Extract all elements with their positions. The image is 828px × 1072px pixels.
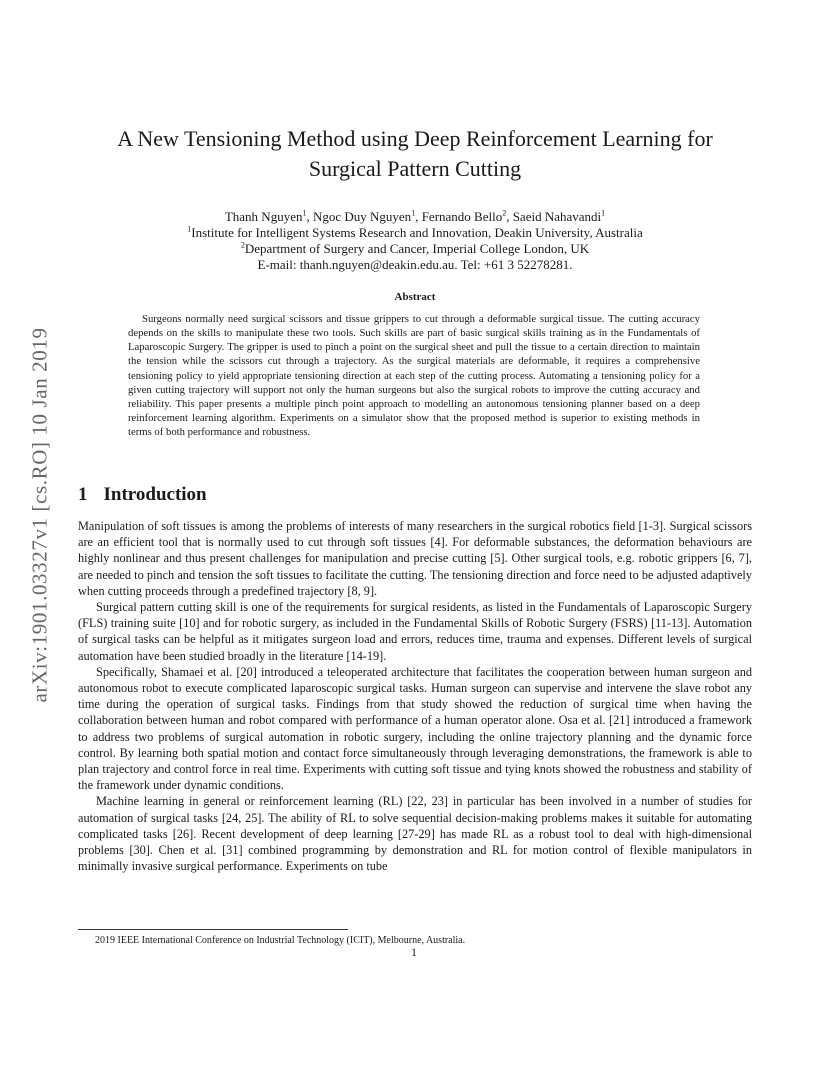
paragraph: Manipulation of soft tissues is among the problems of interests of many researchers in the surgical robotics field [1-3]. Surgical scissors are an efficient tool that is normally used to cut through soft tissues [4]. For deformable substances, the deformation behaviours are highly nonlinear and thus present challenges for manipulation and precise cutting [5]. Other surgical tools, e.g. robotic grippers [6, 7], are needed to pinch and tension the soft tissues to facilitate the cutting. The tensioning direction and force need to be adjusted adaptively when cutting proceeds through a predefined trajectory [8, 9]. xyxy=(78,519,752,598)
footnote-rule xyxy=(78,929,348,930)
author-list: Thanh Nguyen$^1$, Ngoc Duy Nguyen$^1$, Fernando Bello$^2$, Saeid Nahavandi$^1$ xyxy=(224,208,606,224)
author-name: Thanh Nguyen xyxy=(224,209,303,224)
author-affiliation-mark: 1 xyxy=(302,208,307,218)
affiliation-1 xyxy=(70,225,760,241)
arxiv-identifier xyxy=(18,270,62,760)
contact-line: E-mail: thanh.nguyen@deakin.edu.au. Tel: +61 3 52278281. xyxy=(257,257,573,272)
affiliation-mark: 1 xyxy=(187,224,192,234)
paragraph: Specifically, Shamaei et al. [20] introduced a teleoperated architecture that facilitates the cooperation between human surgeon and autonomous robot to execute complicated laparoscopic surgical tasks. Human surgeon can supervise and intervene the slave robot any time during the operation of surgical tasks. Findings from that study showed the reduction of surgical time when having the collaboration between human and robot compared with performance of a human operator alone. Osa et al. [21] introduced a framework to address two problems of surgical automation in robotic surgery, including the online trajectory planning and the dynamic force control. By learning both spatial motion and contact force simultaneously through leveraging demonstrations, the framework is able to plan trajectory and control force in real time. Experiments with cutting soft tissue and tying knots showed the robustness and stability of the framework under dynamic conditions. xyxy=(78,664,752,793)
affiliation-mark: 2 xyxy=(240,240,245,250)
author-affiliation-mark: 2 xyxy=(502,208,507,218)
abstract-heading: Abstract xyxy=(394,291,436,303)
author-affiliation-mark: 1 xyxy=(411,208,416,218)
page-number: 1 xyxy=(411,945,417,959)
affiliation-text: Institute for Intelligent Systems Research and Innovation, Deakin University, Australia xyxy=(191,225,643,240)
paper-title-line-1: A New Tensioning Method using Deep Reinforcement Learning for xyxy=(117,126,713,151)
affiliation-text: Department of Surgery and Cancer, Imperial College London, UK xyxy=(244,241,590,256)
arxiv-identifier-text: arXiv:1901.03327v1 [cs.RO] 10 Jan 2019 xyxy=(27,327,52,703)
author-block xyxy=(70,209,760,273)
footnote: 2019 IEEE International Conference on Industrial Technology (ICIT), Melbourne, Australia. xyxy=(95,935,466,946)
paragraph: Machine learning in general or reinforcement learning (RL) [22, 23] in particular has been involved in a number of studies for automation of surgical tasks [24, 25]. The ability of RL to solve sequential decision-making problems makes it suitable for automating complicated tasks [26]. Recent development of deep learning [27-29] has made RL as a robust tool to deal with high-dimensional problems [30]. Chen et al. [31] combined programming by demonstration and RL for motion control of flexible manipulators in minimally invasive surgical performance. Experiments on tube xyxy=(78,794,752,874)
section-heading xyxy=(78,484,207,506)
paper-title xyxy=(70,124,760,184)
paper-title-line-2: Surgical Pattern Cutting xyxy=(308,156,522,181)
section-title: Introduction xyxy=(103,484,207,505)
section-number: 1 xyxy=(78,484,88,505)
author-name: Fernando Bello xyxy=(421,209,503,224)
affiliation-2 xyxy=(70,241,760,257)
author-name: Ngoc Duy Nguyen xyxy=(312,209,412,224)
paragraph: Surgical pattern cutting skill is one of the requirements for surgical residents, as listed in the Fundamentals of Laparoscopic Surgery (FLS) training suite [10] and for robotic surgery, as included in the Fundamental Skills of Robotic Surgery (FSRS) [11-13]. Automation of surgical tasks can be helpful as it mitigates surgeon load and errors, reduces time, trauma and expenses. Different levels of surgical automation have been studied broadly in the literature [14-19]. xyxy=(78,600,752,663)
author-name: Saeid Nahavandi xyxy=(512,209,602,224)
abstract-text: Surgeons normally need surgical scissors and tissue grippers to cut through a deformable surgical tissue. The cutting accuracy depends on the skills to manipulate these two tools. Such skills are part of basic surgical skills training as in the Fundamentals of Laparoscopic Surgery. The gripper is used to pinch a point on the surgical sheet and pull the tissue to a certain direction to maintain the tension while the scissors cut through a trajectory. As the surgical materials are deformable, it requires a comprehensive tensioning policy to yield appropriate tensioning direction at each step of the cutting process. Automating a tensioning policy for a given cutting trajectory will support not only the human surgeons but also the surgical robots to improve the cutting accuracy and reliability. This paper presents a multiple pinch point approach to modelling an autonomous tensioning planner based on a deep reinforcement learning algorithm. Experiments on a simulator show that the proposed method is superior to existing methods in terms of both performance and robustness. xyxy=(128,313,700,439)
body-text xyxy=(78,518,752,874)
author-affiliation-mark: 1 xyxy=(601,208,606,218)
